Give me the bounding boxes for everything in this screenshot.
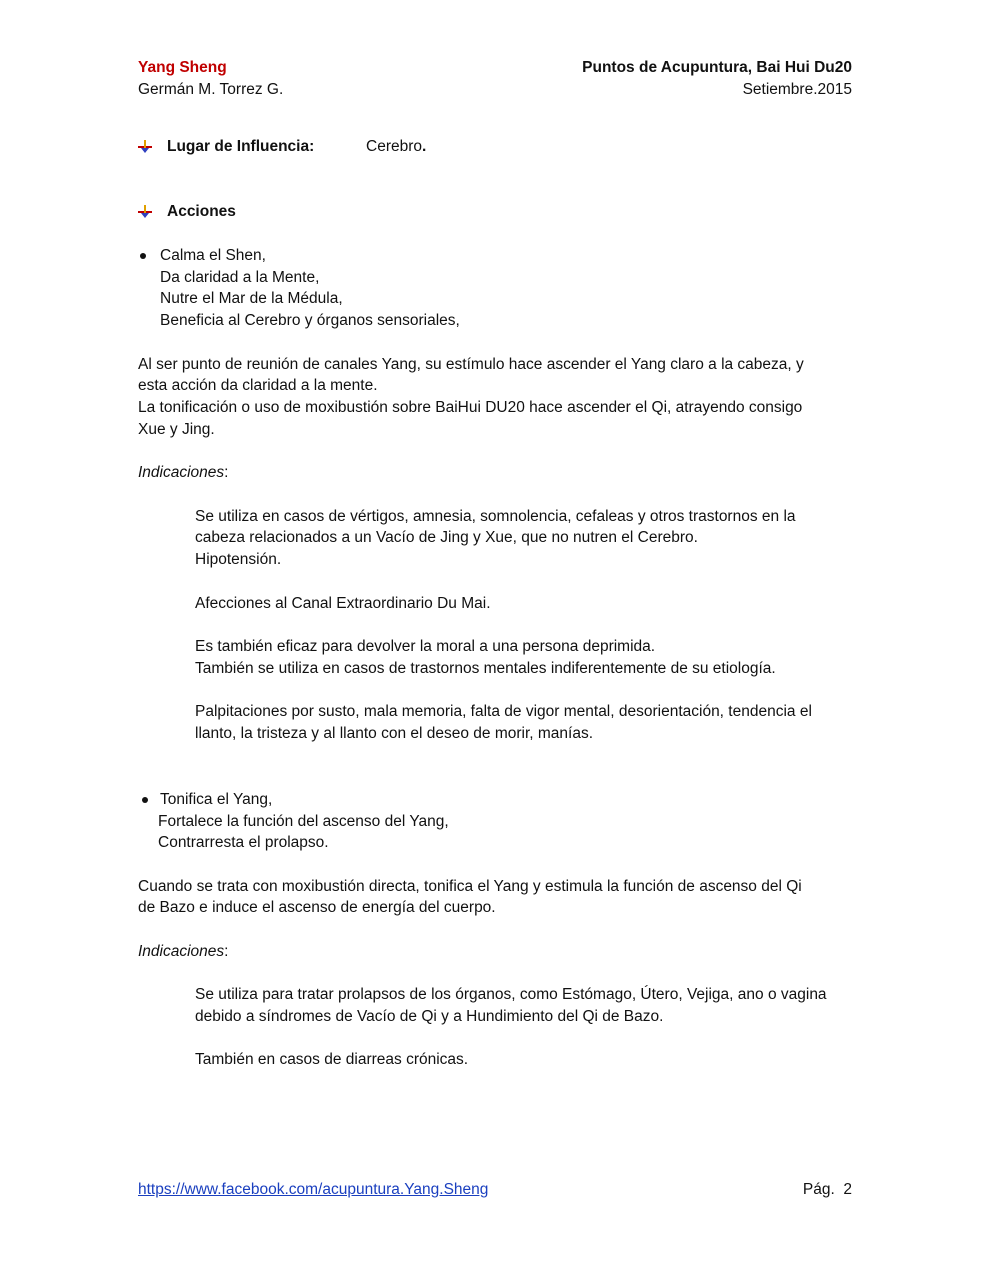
list-item: Nutre el Mar de la Médula, bbox=[160, 290, 343, 307]
indicaciones-label: Indicaciones: bbox=[138, 464, 229, 481]
acciones-heading: Acciones bbox=[167, 203, 236, 220]
indication-line: llanto, la tristeza y al llanto con el deseo de morir, manías. bbox=[195, 725, 594, 742]
bullet-dot bbox=[142, 797, 148, 803]
header-title-left: Yang Sheng bbox=[138, 59, 227, 76]
footer-facebook-link[interactable]: https://www.facebook.com/acupuntura.Yang.Sheng bbox=[138, 1181, 489, 1198]
paragraph-line: de Bazo e induce el ascenso de energía del cuerpo. bbox=[138, 899, 496, 916]
list-item: Tonifica el Yang, bbox=[160, 791, 273, 808]
header-author: Germán M. Torrez G. bbox=[138, 81, 284, 98]
indication-line: Hipotensión. bbox=[195, 551, 282, 568]
indicaciones-label: Indicaciones: bbox=[138, 943, 229, 960]
list-item: Beneficia al Cerebro y órganos sensoriales, bbox=[160, 312, 460, 329]
arrow-bullet-icon bbox=[138, 140, 152, 154]
indication-line: Es también eficaz para devolver la moral a una persona deprimida. bbox=[195, 638, 656, 655]
influence-label: Lugar de Influencia: bbox=[167, 138, 315, 155]
indication-line: Afecciones al Canal Extraordinario Du Mai. bbox=[195, 595, 491, 612]
header-date: Setiembre.2015 bbox=[742, 81, 852, 98]
bullet-dot bbox=[140, 253, 146, 259]
influence-value: Cerebro. bbox=[366, 138, 427, 155]
list-item: Contrarresta el prolapso. bbox=[158, 834, 329, 851]
list-item: Calma el Shen, bbox=[160, 247, 266, 264]
indication-line: También en casos de diarreas crónicas. bbox=[195, 1051, 469, 1068]
footer-page-number: Pág. 2 bbox=[802, 1181, 852, 1198]
indication-line: debido a síndromes de Vacío de Qi y a Hundimiento del Qi de Bazo. bbox=[195, 1008, 664, 1025]
paragraph-line: Xue y Jing. bbox=[138, 421, 215, 438]
indication-line: También se utiliza en casos de trastornos mentales indiferentemente de su etiología. bbox=[195, 660, 776, 677]
indication-line: Se utiliza en casos de vértigos, amnesia, somnolencia, cefaleas y otros trastornos en la bbox=[195, 508, 796, 525]
list-item: Fortalece la función del ascenso del Yang, bbox=[158, 813, 449, 830]
paragraph-line: La tonificación o uso de moxibustión sobre BaiHui DU20 hace ascender el Qi, atrayendo consigo bbox=[138, 399, 803, 416]
paragraph-line: Al ser punto de reunión de canales Yang, su estímulo hace ascender el Yang claro a la cabeza, y bbox=[138, 356, 804, 373]
paragraph-line: esta acción da claridad a la mente. bbox=[138, 377, 378, 394]
arrow-bullet-icon bbox=[138, 205, 152, 219]
indication-line: Se utiliza para tratar prolapsos de los órganos, como Estómago, Útero, Vejiga, ano o vagina bbox=[195, 986, 827, 1003]
list-item: Da claridad a la Mente, bbox=[160, 269, 320, 286]
header-title-right: Puntos de Acupuntura, Bai Hui Du20 bbox=[582, 59, 852, 76]
paragraph-line: Cuando se trata con moxibustión directa, tonifica el Yang y estimula la función de ascenso del Qi bbox=[138, 878, 802, 895]
indication-line: Palpitaciones por susto, mala memoria, falta de vigor mental, desorientación, tendencia el bbox=[195, 703, 812, 720]
indication-line: cabeza relacionados a un Vacío de Jing y Xue, que no nutren el Cerebro. bbox=[195, 529, 698, 546]
